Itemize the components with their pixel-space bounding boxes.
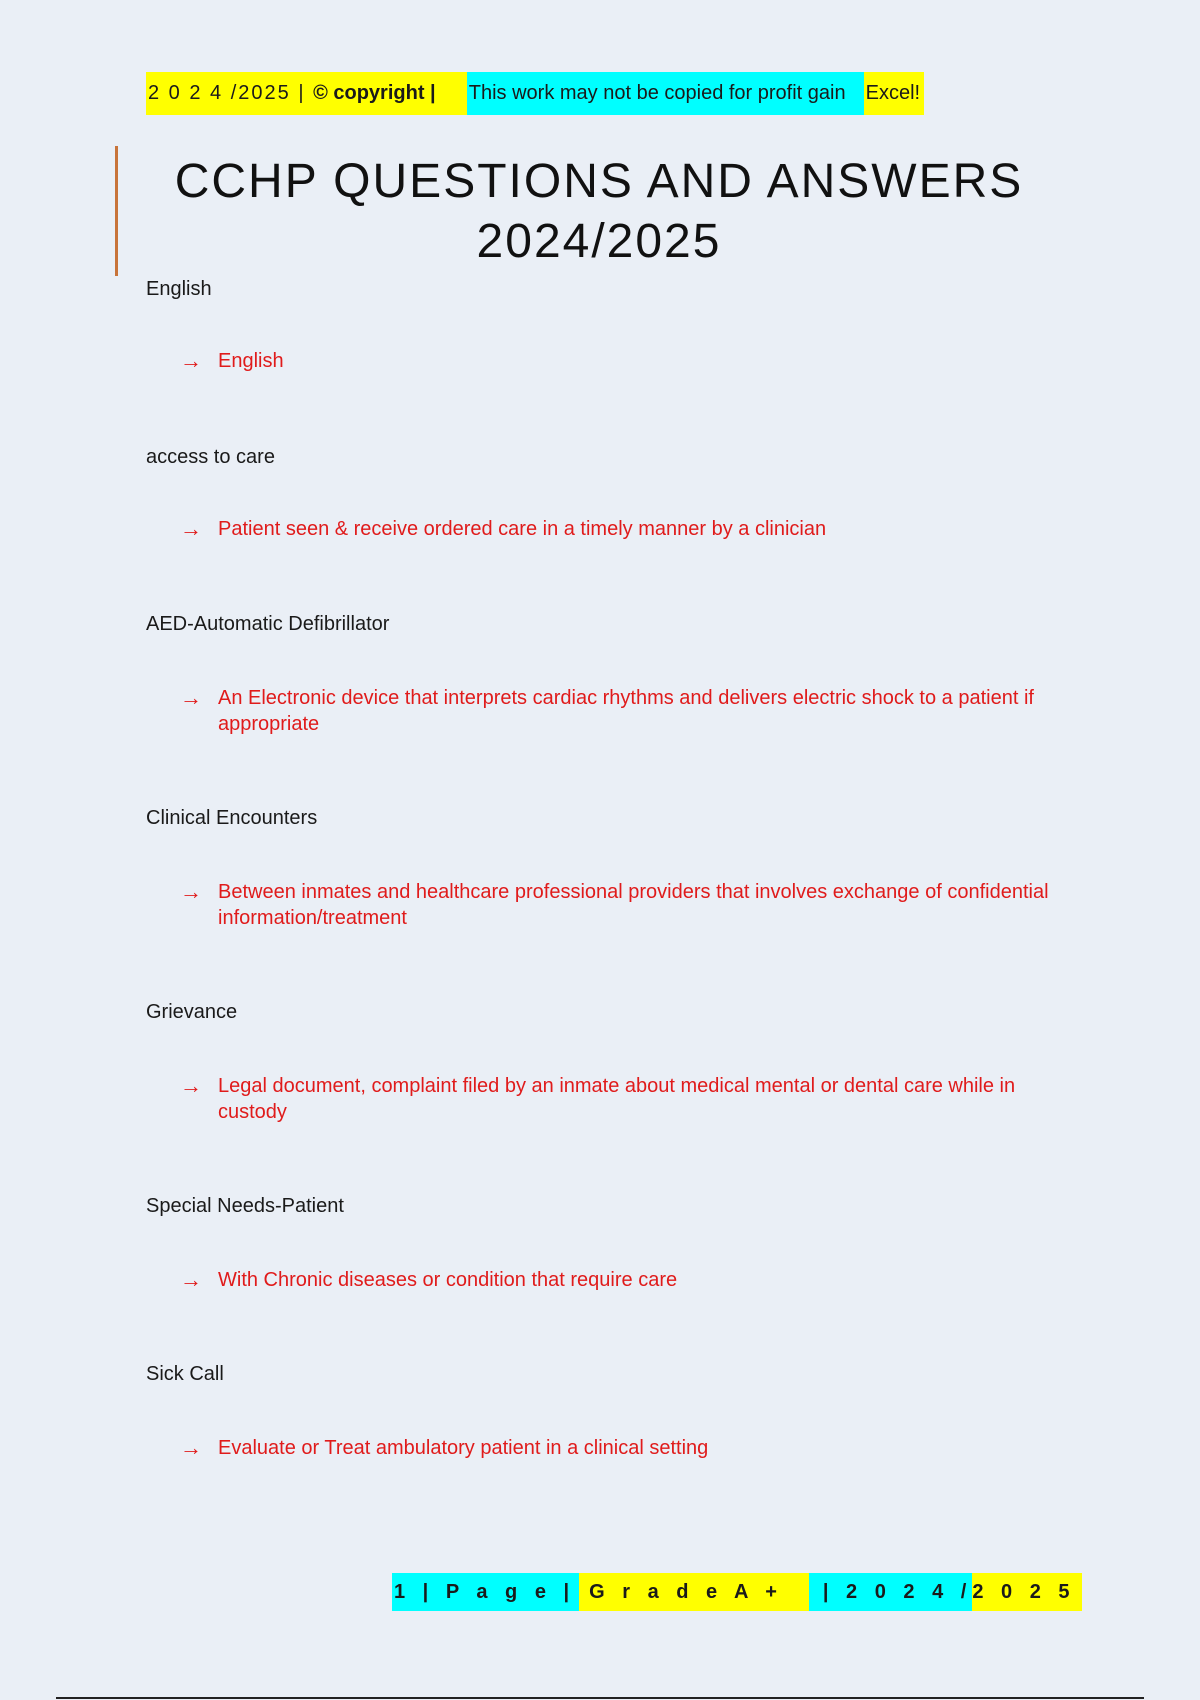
qa-item [146,807,1049,929]
footer-year-start: | 2 0 2 4 / [809,1573,972,1611]
question-text: access to care [146,446,275,468]
qa-item [146,1001,1046,1123]
header-banner [146,72,924,115]
answer-text: Between inmates and healthcare professional providers that involves exchange of confidential information/treatment [218,881,1049,929]
footer-year-end: 2 0 2 5 [972,1573,1081,1611]
question-text: Grievance [146,1001,238,1023]
title-accent-rule [115,146,118,276]
question-text: AED-Automatic Defibrillator [146,613,390,635]
document-title [146,152,1052,272]
answer-text: An Electronic device that interprets cardiac rhythms and delivers electric shock to a patient if appropriate [218,687,1034,735]
bottom-divider [56,1697,1144,1699]
question-text: Special Needs-Patient [146,1195,344,1217]
arrow-right-icon: → [180,1073,202,1098]
page-footer [392,1573,1082,1611]
arrow-right-icon: → [180,1435,202,1460]
answer [180,1267,1060,1293]
answer [180,348,1060,374]
qa-item [146,1363,1046,1460]
answer [180,516,1060,542]
answer-text: Legal document, complaint filed by an inmate about medical mental or dental care while in custody [218,1075,1016,1123]
arrow-right-icon: → [180,348,202,373]
footer-grade: G r a d e A + [579,1573,809,1611]
arrow-right-icon: → [180,516,202,541]
title-line-1: CCHP QUESTIONS AND ANSWERS [174,155,1024,208]
answer-text: Evaluate or Treat ambulatory patient in a clinical setting [218,1437,709,1459]
header-year: 2 0 2 4 /2025 | [146,72,313,115]
qa-item [146,278,1046,373]
answer [180,1073,1060,1125]
qa-item [146,446,1046,541]
arrow-right-icon: → [180,1267,202,1292]
answer-text: English [218,350,284,372]
answer [180,879,1060,931]
footer-page-number: 1 | P a g e | [392,1573,579,1611]
qa-item [146,613,1046,735]
answer-text: With Chronic diseases or condition that require care [218,1269,678,1291]
qa-item [146,1195,1046,1292]
answer [180,685,1060,737]
header-copyright [313,72,467,115]
arrow-right-icon: → [180,879,202,904]
header-notice: This work may not be copied for profit gain [467,72,864,115]
copyright-label: © copyright [313,82,425,104]
header-separator: | [424,82,447,104]
answer [180,1435,1060,1461]
title-line-2: 2024/2025 [476,215,722,268]
header-excel: Excel! [864,72,924,115]
question-text: Sick Call [146,1363,224,1385]
answer-text: Patient seen & receive ordered care in a timely manner by a clinician [218,518,827,540]
arrow-right-icon: → [180,685,202,710]
question-text: Clinical Encounters [146,807,318,829]
question-text: English [146,278,212,300]
